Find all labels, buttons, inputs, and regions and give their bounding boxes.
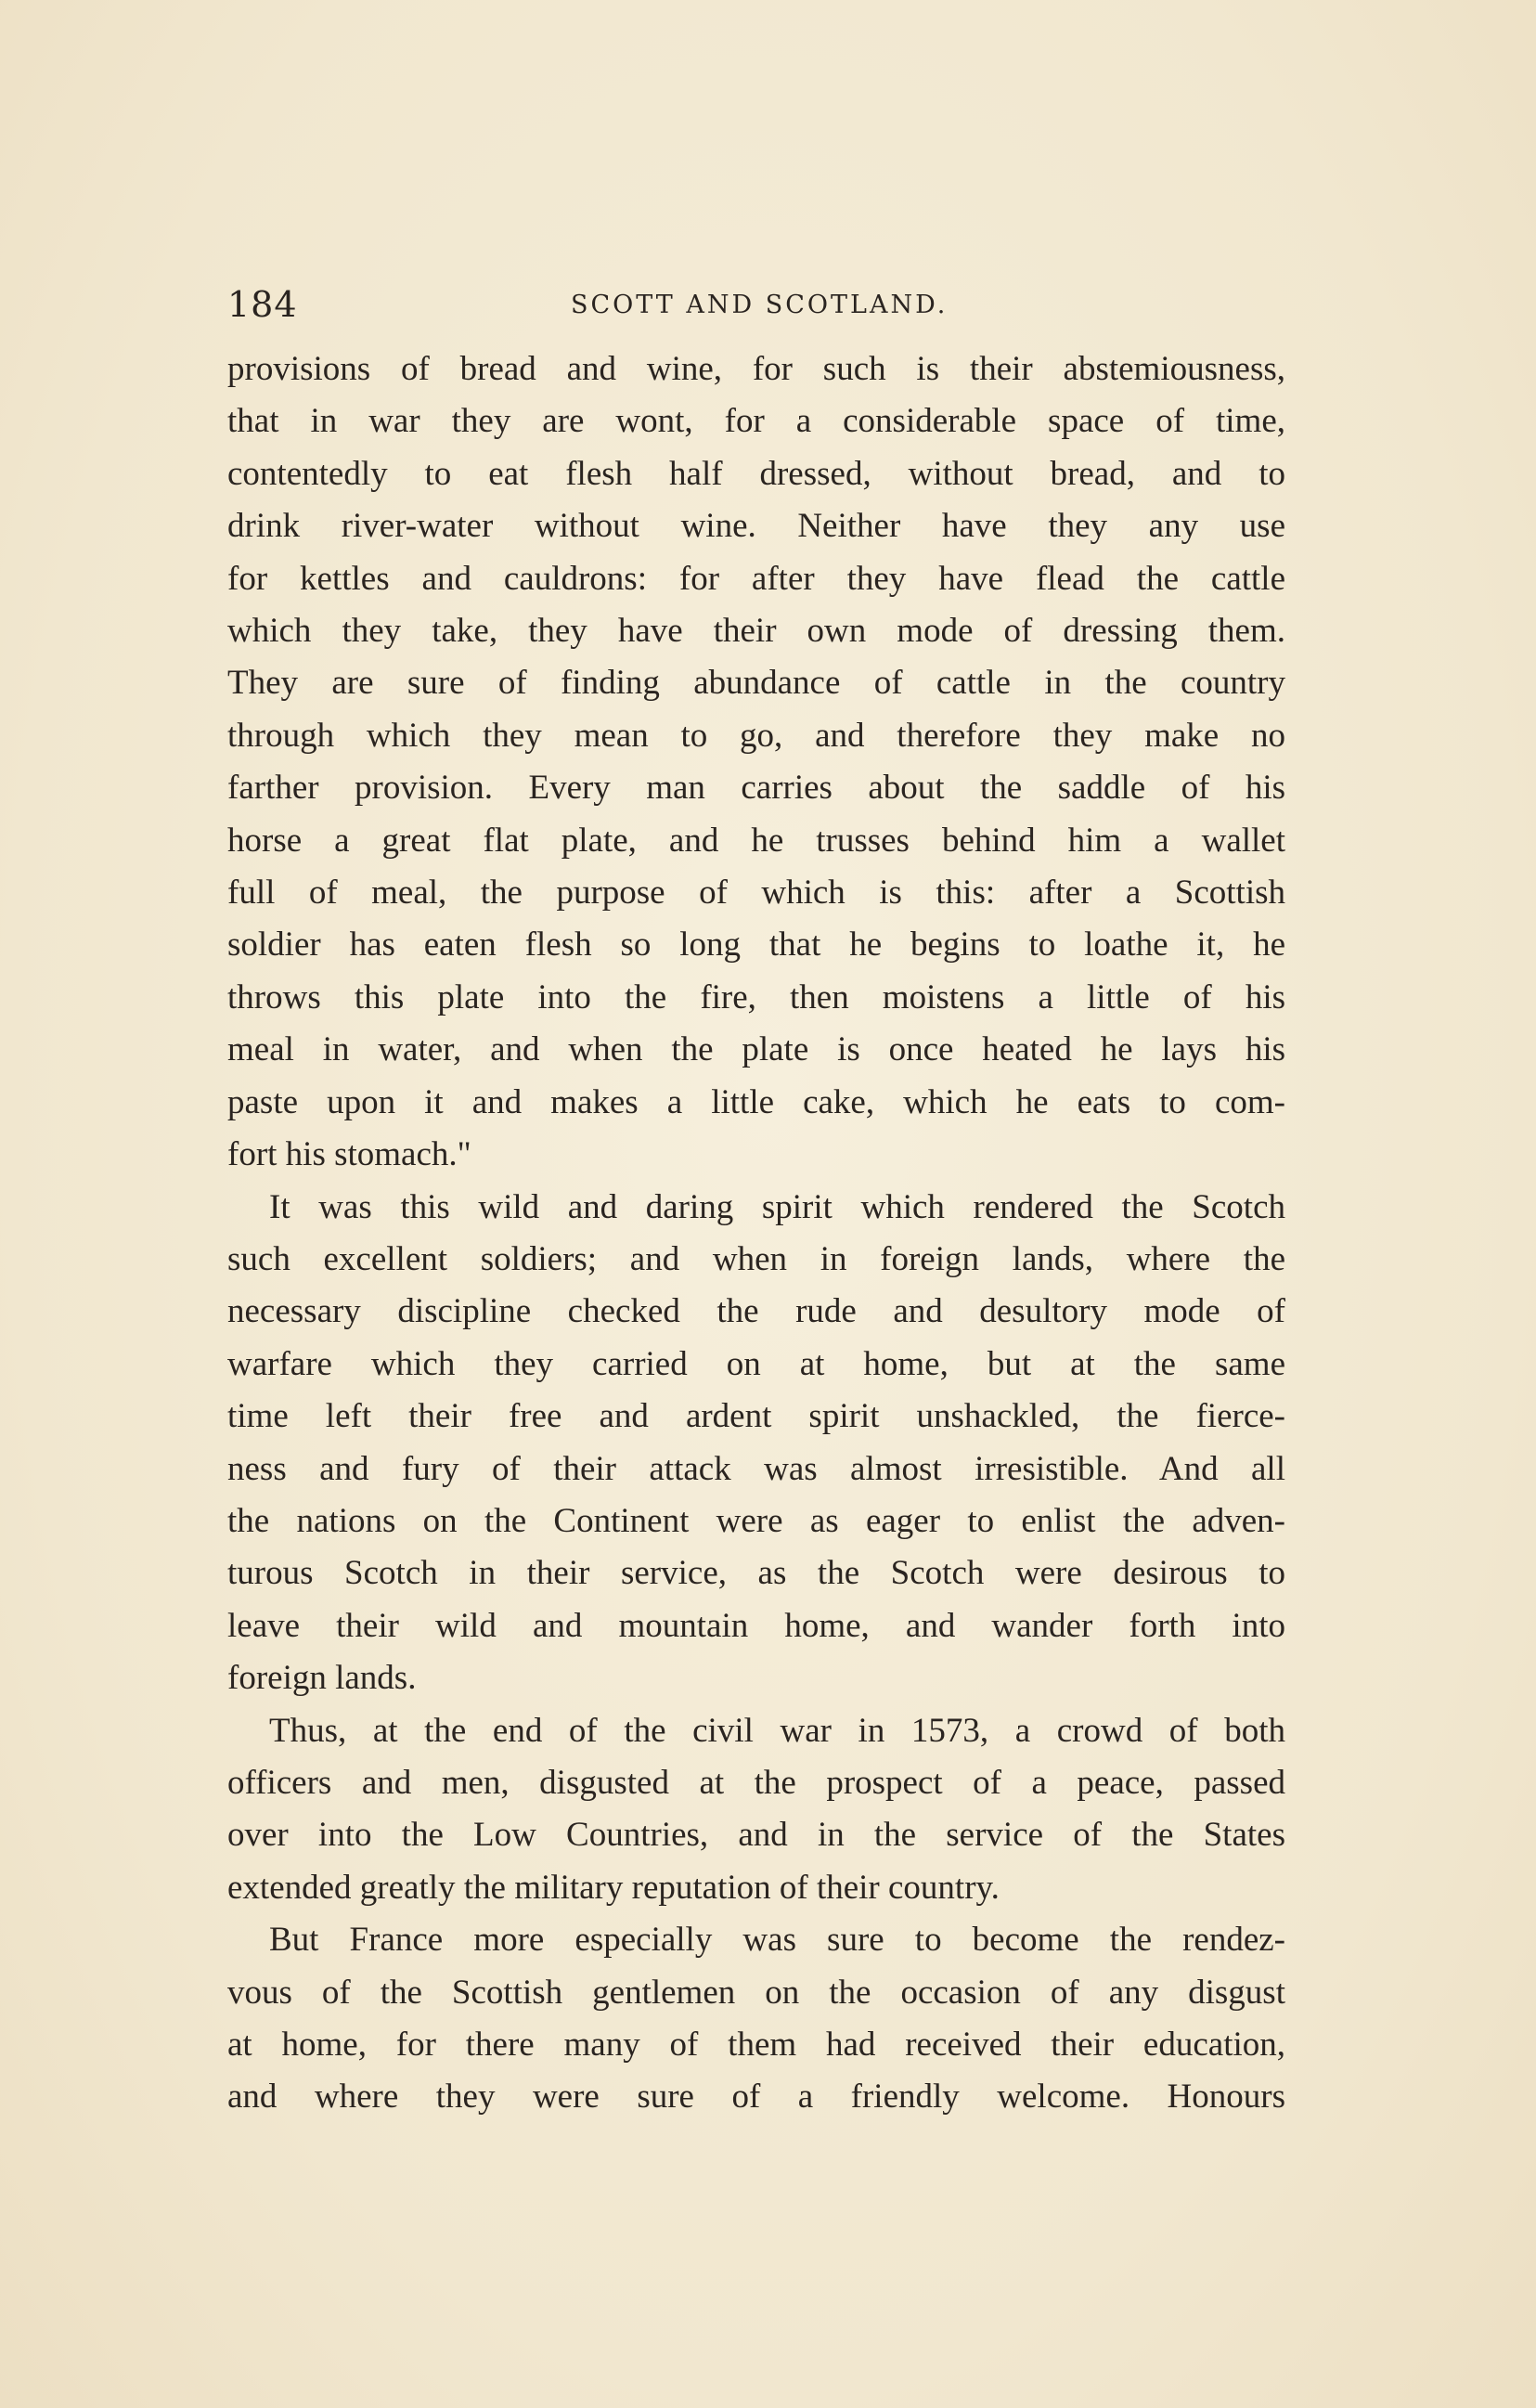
text-line: full of meal, the purpose of which is this: after a Scottish — [227, 874, 1285, 913]
page-header — [227, 281, 1285, 328]
running-title: SCOTT AND SCOTLAND. — [571, 291, 949, 319]
text-line: leave their wild and mountain home, and wander forth into — [227, 1606, 1285, 1645]
text-line: officers and men, disgusted at the prospect of a peace, passed — [227, 1763, 1285, 1802]
text-line: paste upon it and makes a little cake, which he eats to com- — [227, 1082, 1285, 1121]
text-line: over into the Low Countries, and in the service of the States — [227, 1816, 1285, 1855]
text-line: necessary discipline checked the rude and desultory mode of — [227, 1292, 1285, 1331]
text-line: But France more especially was sure to become the rendez- — [269, 1921, 1285, 1960]
page-number: 184 — [227, 284, 298, 325]
text-line: such excellent soldiers; and when in foreign lands, where the — [227, 1239, 1285, 1278]
body-text — [227, 343, 1285, 2124]
text-line: which they take, they have their own mode of dressing them. — [227, 612, 1285, 651]
text-line: It was this wild and daring spirit which rendered the Scotch — [269, 1187, 1285, 1226]
paragraph — [227, 1182, 1285, 1705]
text-line: Thus, at the end of the civil war in 1573, a crowd of both — [269, 1711, 1285, 1750]
text-line: that in war they are wont, for a considerable space of time, — [227, 402, 1285, 441]
text-line: farther provision. Every man carries about the saddle of his — [227, 769, 1285, 808]
text-line: drink river-water without wine. Neither have they any use — [227, 507, 1285, 546]
text-line: through which they mean to go, and therefore they make no — [227, 716, 1285, 755]
text-line: for kettles and cauldrons: for after they have flead the cattle — [227, 559, 1285, 598]
text-line: They are sure of finding abundance of cattle in the country — [227, 664, 1285, 703]
text-line: throws this plate into the fire, then moistens a little of his — [227, 977, 1285, 1016]
text-line: meal in water, and when the plate is once heated he lays his — [227, 1030, 1285, 1069]
text-line: turous Scotch in their service, as the Scotch were desirous to — [227, 1554, 1285, 1593]
text-line: extended greatly the military reputation of their country. — [227, 1868, 1000, 1907]
text-line: contentedly to eat flesh half dressed, without bread, and to — [227, 454, 1285, 493]
text-line: provisions of bread and wine, for such is their abstemiousness, — [227, 350, 1285, 388]
text-line: time left their free and ardent spirit unshackled, the fierce- — [227, 1397, 1285, 1436]
text-line: at home, for there many of them had received their education, — [227, 2026, 1285, 2064]
text-line: vous of the Scottish gentlemen on the occasion of any disgust — [227, 1973, 1285, 2012]
text-line: foreign lands. — [227, 1659, 417, 1698]
text-line: fort his stomach." — [227, 1135, 471, 1174]
text-line: soldier has eaten flesh so long that he begins to loathe it, he — [227, 926, 1285, 964]
text-line: ness and fury of their attack was almost irresistible. And all — [227, 1449, 1285, 1488]
paragraph — [227, 1705, 1285, 1915]
paragraph — [227, 343, 1285, 1182]
text-line: horse a great flat plate, and he trusses behind him a wallet — [227, 821, 1285, 860]
text-line: warfare which they carried on at home, but at the same — [227, 1344, 1285, 1383]
text-line: and where they were sure of a friendly welcome. Honours — [227, 2078, 1285, 2117]
paragraph — [227, 1914, 1285, 2124]
text-line: the nations on the Continent were as eager to enlist the adven- — [227, 1501, 1285, 1540]
